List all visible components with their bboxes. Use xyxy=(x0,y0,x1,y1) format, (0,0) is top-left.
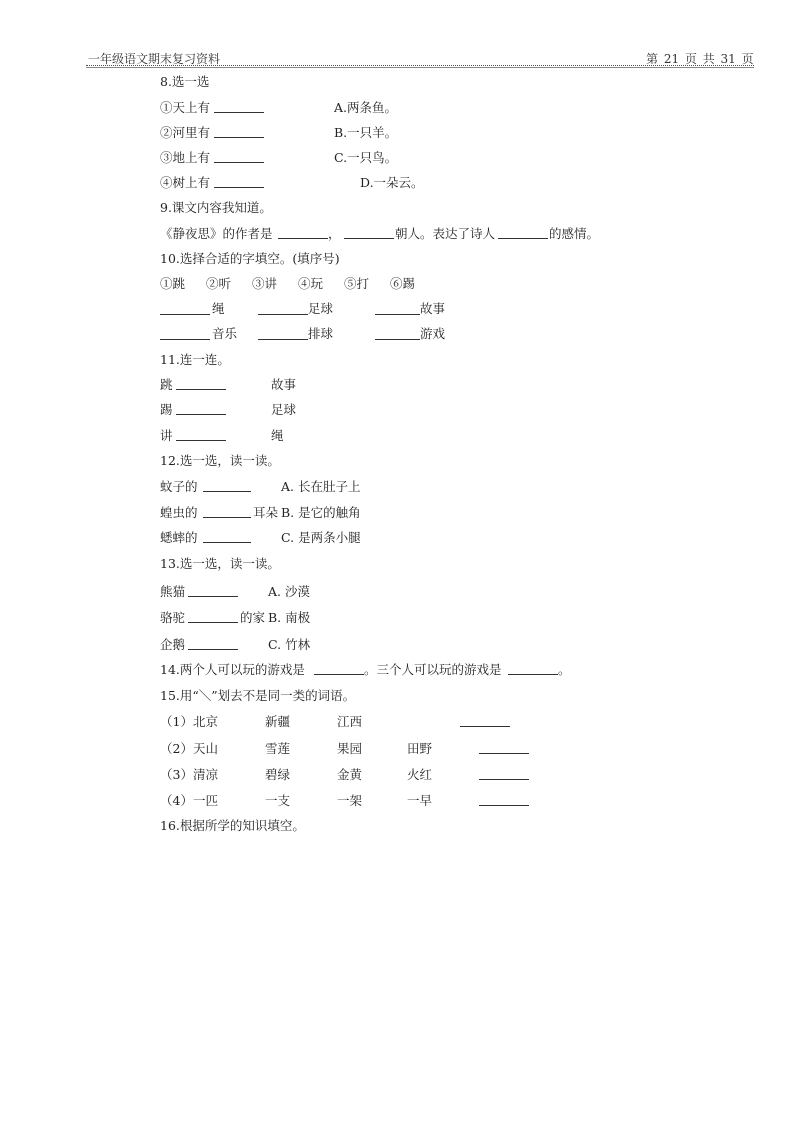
q9-blank-author[interactable] xyxy=(278,238,328,239)
q15-r2-w4: 田野 xyxy=(407,741,433,756)
q15-r2-w2: 雪莲 xyxy=(265,741,291,756)
q10-option-4: ④玩 xyxy=(298,276,324,291)
q10-option-2: ②听 xyxy=(206,276,232,291)
q13-right-3: C. 竹林 xyxy=(268,637,311,652)
q15-r4-w2: 一支 xyxy=(265,793,291,808)
q12-blank-1[interactable] xyxy=(203,491,251,492)
q10-blank-r1-3[interactable] xyxy=(375,314,420,315)
q9-blank-dynasty[interactable] xyxy=(344,238,394,239)
q15-r4-w3: 一架 xyxy=(337,793,363,808)
q10-option-6: ⑥踢 xyxy=(390,276,416,291)
q15-r1-w1: （1）北京 xyxy=(160,714,218,729)
q14-blank-1[interactable] xyxy=(314,674,364,675)
q8-blank-4[interactable] xyxy=(214,187,264,188)
q12-right-2: B. 是它的触角 xyxy=(281,505,361,520)
q8-right-4: D.一朵云。 xyxy=(360,175,424,190)
q13-title: 13.选一选，读一读。 xyxy=(160,556,280,571)
q15-r1-w2: 新疆 xyxy=(265,714,291,729)
q12-right-3: C. 是两条小腿 xyxy=(281,530,361,545)
q12-left-2: 蝗虫的 xyxy=(160,505,198,520)
q14-text-2: 。三个人可以玩的游戏是 xyxy=(364,662,502,677)
page-info: 第 21 页 共 31 页 xyxy=(646,52,754,66)
q14-text-3: 。 xyxy=(558,662,571,677)
q14-blank-2[interactable] xyxy=(508,674,558,675)
header-rule xyxy=(86,67,754,68)
q10-blank-r2-3[interactable] xyxy=(375,339,420,340)
q13-blank-3[interactable] xyxy=(188,649,238,650)
q14-text-1: 14.两个人可以玩的游戏是 xyxy=(160,662,305,677)
q10-blank-r1-2[interactable] xyxy=(258,314,308,315)
q12-left-1: 蚊子的 xyxy=(160,479,198,494)
q11-blank-3[interactable] xyxy=(176,440,226,441)
header-title: 一年级语文期末复习资料 xyxy=(88,52,221,66)
q12-blank-2[interactable] xyxy=(203,517,251,518)
q15-r4-w1: （4）一匹 xyxy=(160,793,218,808)
q8-right-2: B.一只羊。 xyxy=(334,125,398,140)
q10-blank-r1-1[interactable] xyxy=(160,314,210,315)
q15-r2-w1: （2）天山 xyxy=(160,741,218,756)
q15-r3-w2: 碧绿 xyxy=(265,767,291,782)
q8-left-4: ④树上有 xyxy=(160,175,211,190)
q10-word-r2-1: 音乐 xyxy=(212,326,238,341)
q15-title: 15.用“＼”划去不是同一类的词语。 xyxy=(160,688,356,703)
q15-r1-w3: 江西 xyxy=(337,714,363,729)
q10-blank-r2-1[interactable] xyxy=(160,339,210,340)
q9-text-3: 朝人。表达了诗人 xyxy=(395,226,496,241)
q10-option-1: ①跳 xyxy=(160,276,186,291)
q10-word-r1-1: 绳 xyxy=(212,301,225,316)
q9-blank-feeling[interactable] xyxy=(498,238,548,239)
q9-text-4: 的感情。 xyxy=(549,226,600,241)
q11-right-3: 绳 xyxy=(271,428,284,443)
q13-right-1: A. 沙漠 xyxy=(268,584,310,599)
q10-title: 10.选择合适的字填空。(填序号) xyxy=(160,251,340,266)
q10-word-r2-2: 排球 xyxy=(308,326,334,341)
q15-r1-blank[interactable] xyxy=(460,726,510,727)
q10-word-r2-3: 游戏 xyxy=(420,326,446,341)
q9-title: 9.课文内容我知道。 xyxy=(160,200,272,215)
header-dotted-rule xyxy=(86,65,754,66)
q15-r3-blank[interactable] xyxy=(479,779,529,780)
q12-right-1: A. 长在肚子上 xyxy=(281,479,361,494)
q10-option-3: ③讲 xyxy=(252,276,278,291)
q13-blank-2[interactable] xyxy=(188,622,238,623)
q10-word-r1-3: 故事 xyxy=(420,301,446,316)
q9-text-2: ， xyxy=(328,226,341,241)
q11-left-3: 讲 xyxy=(160,428,173,443)
q9-text-1: 《静夜思》的作者是 xyxy=(160,226,273,241)
q11-right-1: 故事 xyxy=(271,377,297,392)
q12-blank-3[interactable] xyxy=(203,542,251,543)
q12-left-3: 蟋蟀的 xyxy=(160,530,198,545)
q10-option-5: ⑤打 xyxy=(344,276,370,291)
q11-right-2: 足球 xyxy=(271,402,297,417)
q13-mid-2: 的家 xyxy=(240,610,266,625)
q10-blank-r2-2[interactable] xyxy=(258,339,308,340)
q13-left-3: 企鹅 xyxy=(160,637,186,652)
q15-r2-w3: 果园 xyxy=(337,741,363,756)
q13-left-2: 骆驼 xyxy=(160,610,186,625)
q12-mid-2: 耳朵 xyxy=(253,505,279,520)
q8-left-2: ②河里有 xyxy=(160,125,211,140)
q15-r3-w4: 火红 xyxy=(407,767,433,782)
q15-r4-blank[interactable] xyxy=(479,805,529,806)
q10-word-r1-2: 足球 xyxy=(308,301,334,316)
q8-blank-2[interactable] xyxy=(214,137,264,138)
q8-blank-3[interactable] xyxy=(214,162,264,163)
q13-right-2: B. 南极 xyxy=(268,610,311,625)
q8-blank-1[interactable] xyxy=(214,112,264,113)
q13-left-1: 熊猫 xyxy=(160,584,186,599)
q15-r4-w4: 一早 xyxy=(407,793,433,808)
q13-blank-1[interactable] xyxy=(188,596,238,597)
q11-title: 11.连一连。 xyxy=(160,352,230,367)
q11-left-1: 跳 xyxy=(160,377,173,392)
q16-title: 16.根据所学的知识填空。 xyxy=(160,818,305,833)
q11-blank-2[interactable] xyxy=(176,414,226,415)
q8-left-1: ①天上有 xyxy=(160,100,211,115)
q15-r3-w1: （3）清凉 xyxy=(160,767,218,782)
q11-blank-1[interactable] xyxy=(176,389,226,390)
q8-title: 8.选一选 xyxy=(160,74,210,89)
q8-right-1: A.两条鱼。 xyxy=(334,100,398,115)
q8-right-3: C.一只鸟。 xyxy=(334,150,398,165)
q15-r2-blank[interactable] xyxy=(479,753,529,754)
q15-r3-w3: 金黄 xyxy=(337,767,363,782)
q11-left-2: 踢 xyxy=(160,402,173,417)
q8-left-3: ③地上有 xyxy=(160,150,211,165)
q12-title: 12.选一选，读一读。 xyxy=(160,453,280,468)
